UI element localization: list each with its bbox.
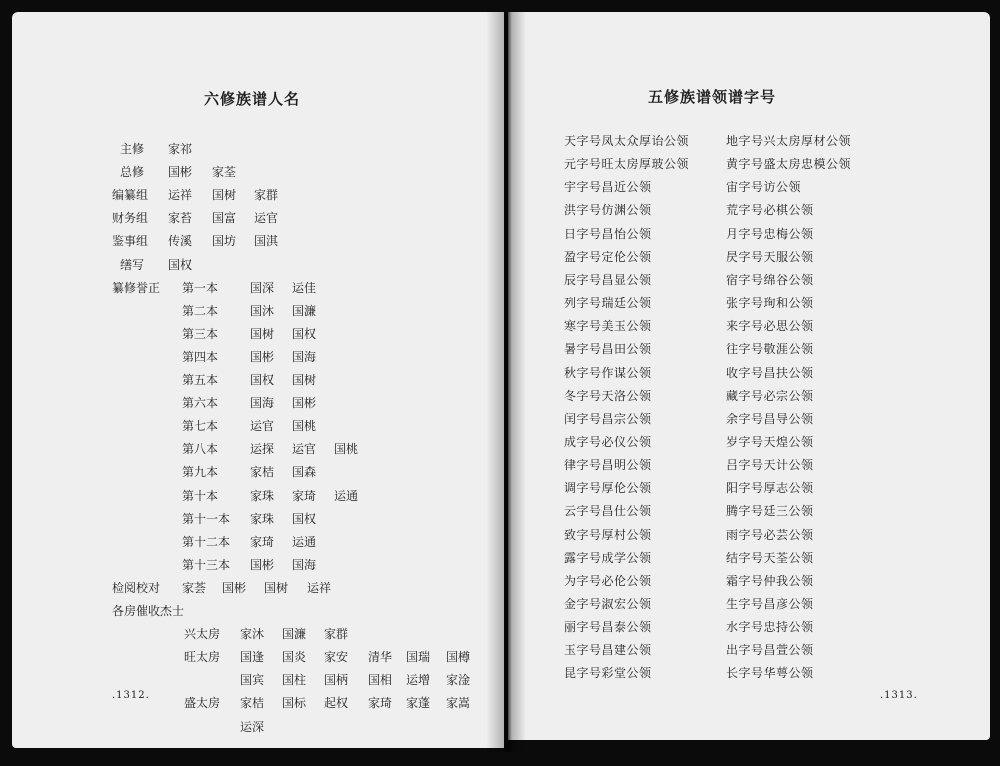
lineage-entry: 寒字号美玉公领: [564, 319, 652, 334]
lineage-entry: 日字号昌怡公领: [564, 226, 652, 241]
role-label: 盛太房: [184, 696, 221, 711]
member-name: 国森: [292, 465, 317, 480]
lineage-entry: 岁字号天煌公领: [726, 434, 814, 449]
lineage-entry: 秋字号作谋公领: [564, 365, 652, 380]
member-name: 家琦: [368, 696, 393, 711]
lineage-entry: 露字号成学公领: [564, 550, 652, 565]
lineage-entry: 列字号瑞廷公领: [564, 296, 652, 311]
lineage-entry: 丽字号昌泰公领: [564, 620, 652, 635]
member-name: 家蓬: [406, 696, 431, 711]
member-name: 国樽: [446, 650, 471, 665]
role-label: 财务组: [112, 211, 149, 226]
member-name: 家琦: [292, 488, 317, 503]
role-label: 鉴事组: [112, 234, 149, 249]
member-name: 运探: [250, 442, 275, 457]
lineage-entry: 霜字号仲我公领: [726, 573, 814, 588]
member-name: 家嵩: [446, 696, 471, 711]
lineage-entry: 为字号必伦公领: [564, 573, 652, 588]
member-name: 国彬: [250, 557, 275, 572]
member-name: 家桔: [240, 696, 265, 711]
member-name: 国树: [292, 373, 317, 387]
member-name: 运官: [250, 419, 275, 434]
member-name: 国海: [292, 349, 317, 364]
member-name: 家群: [324, 627, 349, 642]
lineage-entry: 往字号敬涯公领: [726, 342, 814, 357]
lineage-entry: 宇字号昌近公领: [564, 180, 652, 195]
lineage-entry: 宿字号绵谷公领: [726, 272, 814, 287]
lineage-entry: 荒字号必棋公领: [726, 203, 814, 218]
member-name: 国柄: [324, 673, 349, 688]
lineage-entry: 金字号淑宏公领: [564, 597, 652, 611]
lineage-entry: 元字号旺太房厚玻公领: [564, 157, 690, 172]
role-label: 主修: [120, 142, 145, 156]
member-name: 运祥: [168, 188, 193, 203]
lineage-entry: 律字号昌明公领: [564, 458, 652, 473]
lineage-entry: 辰字号昌显公领: [564, 272, 652, 287]
member-name: 国树: [264, 580, 289, 595]
member-name: 国权: [168, 257, 193, 272]
member-name: 国逢: [240, 650, 265, 665]
lineage-entry: 地字号兴太房厚材公领: [726, 134, 852, 148]
lineage-entry: 来字号必思公领: [726, 319, 814, 334]
member-name: 第九本: [182, 465, 219, 480]
member-name: 国标: [282, 696, 307, 711]
lineage-entry: 云字号昌仕公领: [564, 504, 652, 519]
member-name: 家淦: [446, 673, 471, 688]
member-name: 运佳: [292, 280, 317, 295]
role-label: 旺太房: [184, 650, 221, 665]
member-name: 国树: [250, 326, 275, 341]
member-name: 国沐: [250, 303, 275, 318]
member-name: 清华: [368, 650, 393, 665]
right-page: [508, 12, 990, 740]
member-name: 国权: [292, 511, 317, 526]
member-name: 第七本: [182, 419, 219, 434]
lineage-entry: 闰字号昌宗公领: [564, 411, 652, 426]
member-name: 运通: [292, 534, 317, 549]
lineage-entry: 冬字号天洛公领: [564, 388, 652, 403]
member-name: 国桃: [334, 442, 359, 457]
lineage-entry: 长字号华萼公领: [726, 666, 814, 681]
lineage-entry: 昃字号天服公领: [726, 249, 814, 264]
lineage-entry: 结字号天荃公领: [726, 550, 814, 565]
member-name: 家琦: [250, 534, 275, 549]
member-name: 第六本: [182, 396, 219, 411]
member-name: 运官: [292, 442, 317, 457]
member-name: 国彬: [222, 580, 247, 595]
member-name: 起权: [324, 696, 349, 711]
member-name: 传溪: [168, 234, 193, 249]
member-name: 第四本: [182, 349, 219, 364]
lineage-entry: 出字号昌萱公领: [726, 643, 814, 658]
left-page: [12, 12, 504, 748]
member-name: 国彬: [250, 349, 275, 364]
member-name: 家荃: [212, 165, 237, 180]
lineage-entry: 黄字号盛太房忠模公领: [726, 157, 852, 172]
member-name: 国濂: [282, 627, 307, 642]
role-label: 缮写: [120, 257, 145, 272]
member-name: 第三本: [182, 326, 219, 341]
member-name: 家祁: [168, 142, 193, 156]
member-name: 国权: [292, 326, 317, 341]
member-name: 国瑞: [406, 650, 431, 665]
member-name: 国彬: [292, 396, 317, 411]
member-name: 运祥: [307, 580, 332, 595]
lineage-entry: 天字号凤太众厚诒公领: [564, 134, 690, 148]
member-name: 第一本: [182, 280, 219, 295]
role-label: 兴太房: [184, 627, 221, 642]
left-page-title: 六修族谱人名: [204, 90, 301, 108]
member-name: 国富: [212, 211, 237, 226]
member-name: 第十二本: [182, 534, 231, 549]
lineage-entry: 暑字号昌田公领: [564, 342, 652, 357]
member-name: 国炎: [282, 650, 307, 665]
lineage-entry: 致字号厚村公领: [564, 527, 652, 542]
member-name: 国彬: [168, 165, 193, 180]
member-name: 国柱: [282, 673, 307, 688]
lineage-entry: 收字号昌扶公领: [726, 365, 814, 380]
member-name: 第二本: [182, 303, 219, 318]
member-name: 国相: [368, 673, 393, 688]
right-page-title: 五修族谱领谱字号: [648, 88, 777, 106]
lineage-entry: 盈字号定伦公领: [564, 249, 652, 264]
member-name: 国海: [250, 396, 275, 411]
lineage-entry: 雨字号必芸公领: [726, 527, 814, 542]
member-name: 家沐: [240, 627, 265, 642]
member-name: 家荟: [182, 580, 207, 595]
member-name: 家珠: [250, 488, 275, 503]
member-name: 第五本: [182, 373, 219, 387]
member-name: 第十本: [182, 488, 219, 503]
member-name: 国坊: [212, 234, 237, 249]
member-name: 运深: [240, 719, 265, 734]
lineage-entry: 调字号厚伦公领: [564, 481, 652, 496]
member-name: 运官: [254, 211, 279, 226]
member-name: 第八本: [182, 442, 219, 457]
left-page-number: .1312.: [112, 690, 150, 701]
book-gutter: [486, 12, 526, 752]
role-label: 编纂组: [112, 188, 149, 203]
role-label: 各房催收杰士: [112, 604, 185, 618]
member-name: 家桔: [250, 465, 275, 480]
member-name: 国树: [212, 188, 237, 203]
member-name: 家苔: [168, 211, 193, 226]
member-name: 国权: [250, 373, 275, 387]
member-name: 国海: [292, 557, 317, 572]
lineage-entry: 成字号必仪公领: [564, 434, 652, 449]
role-label: 总修: [120, 165, 145, 180]
lineage-entry: 宙字号访公领: [726, 180, 802, 195]
lineage-entry: 洪字号仿渊公领: [564, 203, 652, 218]
member-name: 国宾: [240, 673, 265, 688]
member-name: 运增: [406, 673, 431, 688]
lineage-entry: 余字号昌导公领: [726, 411, 814, 426]
role-label: 纂修誉正: [112, 280, 161, 295]
lineage-entry: 张字号珣和公领: [726, 296, 814, 311]
member-name: 家珠: [250, 511, 275, 526]
right-page-number: .1313.: [880, 690, 918, 701]
lineage-entry: 月字号忠梅公领: [726, 226, 814, 241]
member-name: 国濂: [292, 303, 317, 318]
member-name: 第十三本: [182, 557, 231, 572]
member-name: 家安: [324, 650, 349, 665]
lineage-entry: 阳字号厚志公领: [726, 481, 814, 496]
member-name: 国桃: [292, 419, 317, 434]
lineage-entry: 昆字号彩堂公领: [564, 666, 652, 681]
lineage-entry: 生字号昌彦公领: [726, 597, 814, 611]
lineage-entry: 玉字号昌建公领: [564, 643, 652, 658]
lineage-entry: 水字号忠持公领: [726, 620, 814, 635]
lineage-entry: 吕字号天计公领: [726, 458, 814, 473]
member-name: 家群: [254, 188, 279, 203]
member-name: 国淇: [254, 234, 279, 249]
lineage-entry: 藏字号必宗公领: [726, 388, 814, 403]
member-name: 运通: [334, 488, 359, 503]
role-label: 检阅校对: [112, 580, 161, 595]
lineage-entry: 腾字号廷三公领: [726, 504, 814, 519]
member-name: 国深: [250, 280, 275, 295]
member-name: 第十一本: [182, 511, 231, 526]
